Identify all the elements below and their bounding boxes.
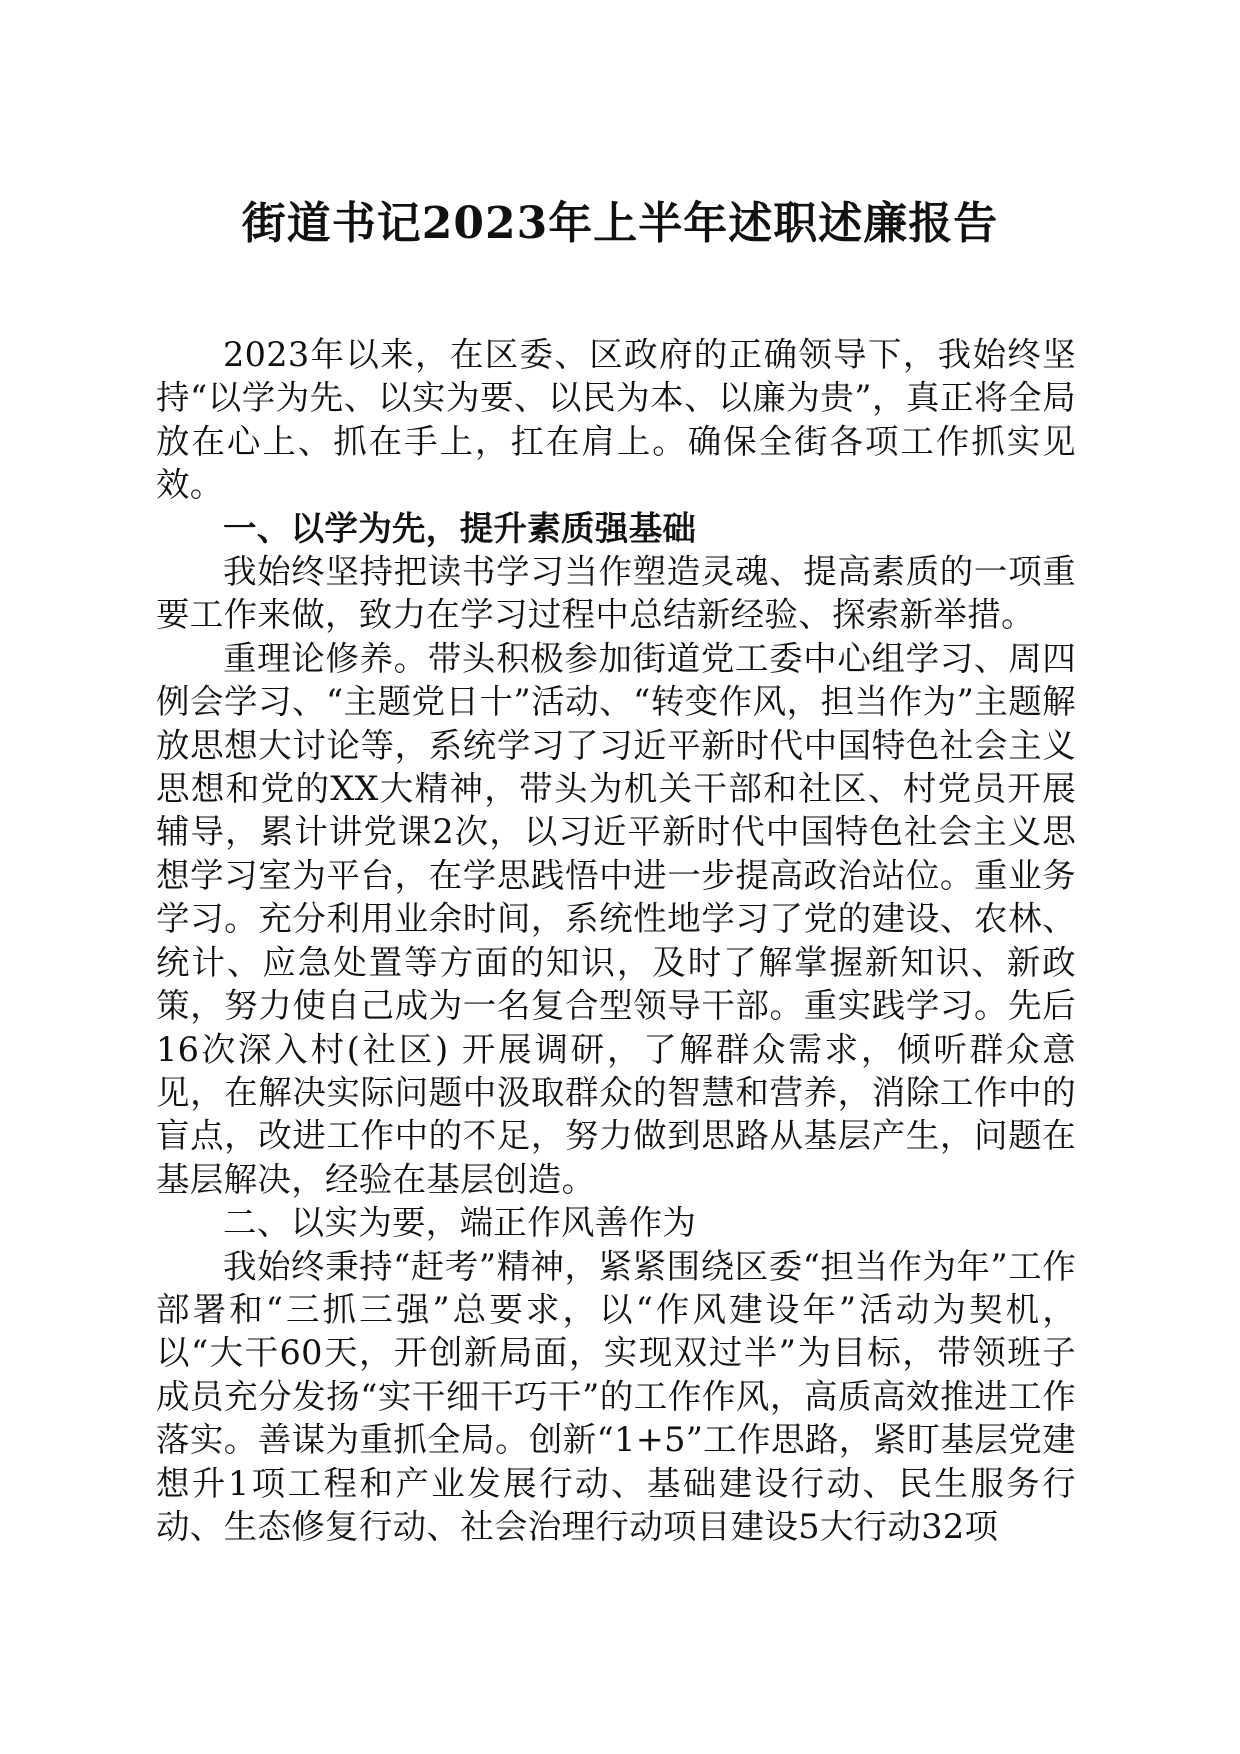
section-heading-1: 一、以学为先，提升素质强基础 xyxy=(223,508,697,548)
section-heading-2: 二、以实为要，端正作风善作为 xyxy=(223,1203,697,1243)
body-paragraph: 重理论修养。带头积极参加街道党工委中心组学习、周四例会学习、“主题党日十”活动、“转变作风，担当作为”主题解放思想大讨论等，系统学习了习近平新时代中国特色社会主义思想和党的XX大精神，带头为机关干部和社区、村党员开展辅导，累计讲党课2次，以习近平新时代中国特色社会主义思想学习室为平台，在学思践悟中进一步提高政治站位。重业务学习。充分利用业余时间，系统性地学习了党的建设、农林、统计、应急处置等方面的知识，及时了解掌握新知识、新政策，努力使自己成为一名复合型领导干部。重实践学习。先后16次深入村(社区) 开展调研，了解群众需求，倾听群众意见，在解决实际问题中汲取群众的智慧和营养，消除工作中的盲点，改进工作中的不足，努力做到思路从基层产生，问题在基层解决，经验在基层创造。 xyxy=(156,638,1076,1199)
intro-paragraph: 2023年以来，在区委、区政府的正确领导下，我始终坚持“以学为先、以实为要、以民为本、以廉为贵”，真正将全局放在心上、抓在手上，扛在肩上。确保全街各项工作抓实见效。 xyxy=(156,335,1076,505)
body-paragraph: 我始终秉持“赶考”精神，紧紧围绕区委“担当作为年”工作部署和“三抓三强”总要求，以“作风建设年”活动为契机，以“大干60天，开创新局面，实现双过半”为目标，带领班子成员充分发扬“实干细干巧干”的工作作风，高质高效推进工作落实。善谋为重抓全局。创新“1+5”工作思路，紧盯基层党建想升1项工程和产业发展行动、基础建设行动、民生服务行动、生态修复行动、社会治理行动项目建设5大行动32项 xyxy=(156,1246,1076,1546)
document-title: 街道书记2023年上半年述职述廉报告 xyxy=(241,198,999,249)
body-paragraph: 我始终坚持把读书学习当作塑造灵魂、提高素质的一项重要工作来做，致力在学习过程中总结新经验、探索新举措。 xyxy=(156,552,1076,635)
document-body xyxy=(156,333,1076,1548)
